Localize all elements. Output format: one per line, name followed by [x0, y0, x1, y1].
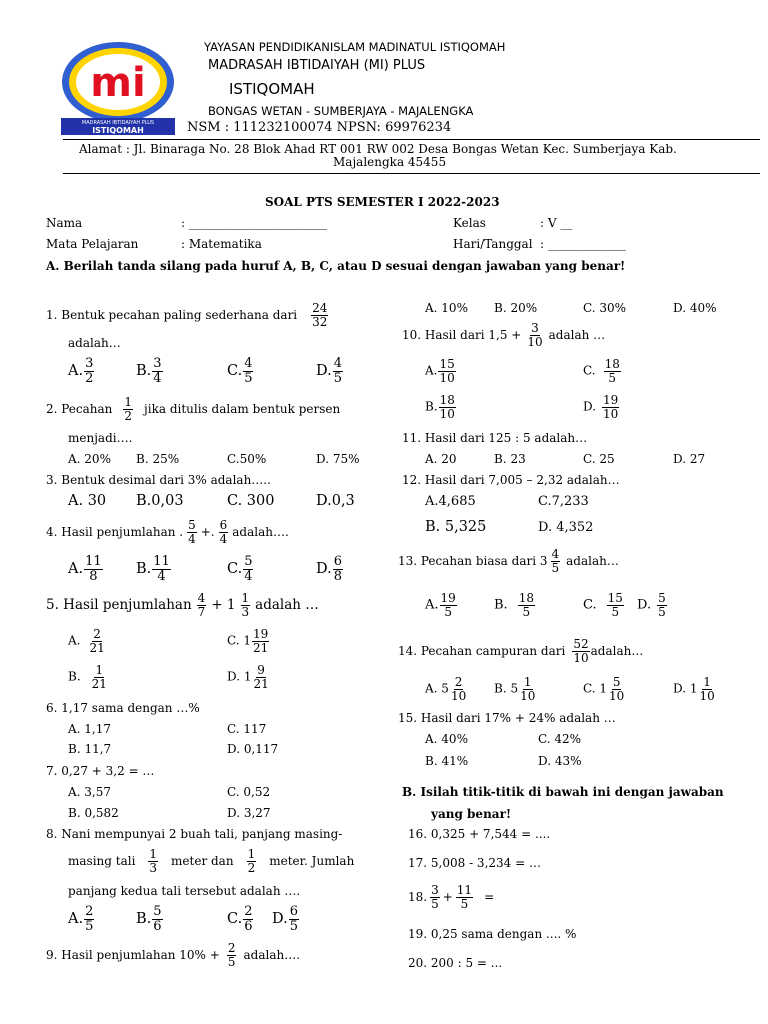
q4-text-end: adalah…. [232, 525, 289, 540]
q14-option-a[interactable] [425, 676, 468, 702]
q14-d-frac [698, 676, 715, 702]
q13-a-den: 5 [444, 604, 452, 619]
q10-c-den: 5 [608, 370, 617, 385]
q12-option-d[interactable]: D. 4,352 [538, 520, 594, 535]
q13-a-num: 19 [440, 591, 456, 605]
q8-text-c: meter. Jumlah [269, 854, 355, 869]
q11-option-d[interactable]: D. 27 [673, 452, 706, 466]
q14-d-num: 1 [703, 675, 711, 689]
q10-a-den: 10 [439, 370, 455, 385]
q9-option-b[interactable]: B. 20% [494, 301, 538, 315]
q14-b-letter: B. 5 [494, 681, 519, 696]
q13-b-den: 5 [522, 604, 531, 619]
section-a-instruction: A. Berilah tanda silang pada huruf A, B, C, atau D sesuai dengan jawaban yang benar! [46, 259, 626, 273]
question-8-line-2 [68, 848, 354, 874]
q10-d-num: 19 [603, 393, 619, 407]
q8-f1-den: 3 [149, 860, 158, 875]
q4-a-num: 11 [85, 554, 102, 569]
q5-c-num: 19 [253, 627, 269, 641]
q15-option-d[interactable]: D. 43% [538, 754, 582, 768]
q14-fraction [572, 638, 589, 664]
q10-a-letter: A. [425, 363, 438, 378]
q18-f2-num: 11 [456, 883, 473, 897]
q2-option-b[interactable]: B. 25% [136, 452, 180, 466]
q6-option-a[interactable]: A. 1,17 [68, 722, 112, 736]
question-18 [408, 884, 494, 910]
q12-option-b[interactable]: B. 5,325 [425, 519, 487, 535]
q13-d-frac [657, 592, 667, 618]
q4-fraction-1 [187, 519, 197, 545]
q12-option-c[interactable]: C.7,233 [538, 494, 589, 509]
header-divider-top [63, 139, 760, 140]
nama-field[interactable]: : _______________________ [181, 216, 327, 230]
q4-a-letter: A. [68, 561, 84, 578]
q3-option-d[interactable]: D.0,3 [316, 493, 355, 509]
q4-f1-num: 5 [188, 518, 196, 532]
q1-option-c[interactable] [227, 357, 254, 385]
q8-b-letter: B. [136, 911, 152, 928]
q14-option-b[interactable] [494, 676, 537, 702]
question-4 [46, 519, 289, 545]
q8-option-c[interactable] [227, 905, 254, 933]
q15-option-a[interactable]: A. 40% [425, 732, 468, 746]
q5-option-d[interactable] [227, 664, 271, 690]
q4-b-letter: B. [136, 561, 152, 578]
q4-fraction-2 [219, 519, 229, 545]
kelas-field[interactable]: : V __ [540, 216, 573, 230]
q3-option-b[interactable]: B.0,03 [136, 493, 184, 509]
q10-c-num: 18 [604, 357, 620, 371]
q1-d-frac [333, 357, 343, 385]
q4-a-den: 8 [89, 568, 98, 584]
q4-option-c[interactable] [227, 555, 254, 583]
q10-text-end: adalah … [548, 328, 606, 343]
q8-f2-den: 2 [247, 860, 256, 875]
q14-c-frac [608, 676, 625, 702]
address-line-2: Majalengka 45455 [333, 155, 447, 169]
q2-num: 1 [124, 395, 133, 409]
question-5 [46, 592, 319, 618]
q10-b-num: 18 [439, 393, 455, 407]
q10-b-den: 10 [439, 406, 455, 421]
nama-label: Nama [46, 216, 83, 230]
q8-a-frac [84, 905, 94, 933]
q1-b-den: 4 [153, 370, 162, 386]
logo-mi-text: mi [90, 60, 146, 106]
q2-option-d[interactable]: D. 75% [316, 452, 360, 466]
q3-option-a[interactable]: A. 30 [68, 493, 107, 509]
question-2 [46, 396, 340, 422]
q18-text: 18. [408, 890, 428, 905]
q2-text-mid: jika ditulis dalam bentuk persen [144, 402, 341, 417]
question-6: 6. 1,17 sama dengan …% [46, 701, 200, 715]
q4-c-frac [243, 555, 253, 583]
q14-c-letter: C. 1 [583, 681, 608, 696]
q5-f2-den: 3 [241, 604, 250, 619]
q5-d-den: 21 [253, 676, 269, 691]
q10-option-b[interactable] [425, 394, 457, 420]
question-14 [398, 638, 643, 664]
q1-option-a[interactable] [68, 357, 95, 385]
q5-f2-num: 1 [241, 591, 250, 605]
logo-banner-small: MADRASAH IBTIDAIYAH PLUS [81, 120, 155, 126]
q6-option-d[interactable]: D. 0,117 [227, 742, 279, 756]
q4-option-b[interactable] [136, 555, 172, 583]
q5-d-letter: D. 1 [227, 669, 252, 684]
q5-fraction-2 [241, 592, 251, 618]
q8-b-den: 6 [153, 918, 162, 934]
q18-fraction-2 [456, 884, 473, 910]
q5-f1-num: 4 [197, 591, 206, 605]
q1-b-letter: B. [136, 363, 152, 380]
q8-a-num: 2 [85, 904, 94, 919]
mapel-label: Mata Pelajaran [46, 237, 139, 251]
question-8-line-3: panjang kedua tali tersebut adalah …. [68, 884, 301, 898]
question-10 [402, 322, 605, 348]
q4-operator: +. [200, 525, 215, 540]
q1-fraction [311, 302, 328, 328]
q10-num: 3 [531, 321, 539, 335]
q10-a-frac [438, 358, 455, 384]
q4-c-den: 4 [244, 568, 253, 584]
q18-f1-num: 3 [431, 883, 439, 897]
q5-c-den: 21 [253, 640, 269, 655]
q13-a-frac [440, 592, 457, 618]
q14-b-den: 10 [520, 688, 536, 703]
question-7: 7. 0,27 + 3,2 = … [46, 764, 155, 778]
q18-equals: = [484, 890, 495, 905]
q1-option-b[interactable] [136, 357, 164, 385]
q4-d-num: 6 [333, 554, 342, 569]
q1-b-frac [152, 357, 162, 385]
q5-b-den: 21 [91, 676, 107, 691]
q18-f2-den: 5 [460, 896, 469, 911]
q14-c-num: 5 [612, 675, 621, 689]
q13-d-den: 5 [658, 604, 666, 619]
q1-a-frac [84, 357, 94, 385]
q5-a-num: 2 [93, 627, 101, 641]
q14-text-end: adalah… [590, 644, 644, 659]
q8-c-letter: C. [227, 911, 243, 928]
q14-b-frac [519, 676, 536, 702]
hari-field[interactable]: : _____________ [540, 237, 626, 251]
q13-option-c[interactable] [583, 592, 625, 618]
q14-d-letter: D. 1 [673, 681, 698, 696]
q9-num: 2 [227, 941, 236, 955]
mapel-value: : Matematika [181, 237, 262, 251]
q4-f2-den: 4 [219, 531, 228, 546]
question-16: 16. 0,325 + 7,544 = .... [408, 827, 551, 841]
foundation-name: YAYASAN PENDIDIKANISLAM MADINATUL ISTIQOMAH [204, 40, 506, 54]
q13-d-num: 5 [658, 591, 666, 605]
q14-a-den: 10 [450, 688, 467, 703]
q8-c-num: 2 [244, 904, 253, 919]
q4-a-frac [84, 555, 103, 583]
q18-operator: + [442, 890, 453, 905]
q9-option-a[interactable]: A. 10% [425, 301, 468, 315]
question-12: 12. Hasil dari 7,005 – 2,32 adalah… [402, 473, 620, 487]
q13-b-letter: B. [494, 597, 508, 613]
q6-option-b[interactable]: B. 11,7 [68, 742, 112, 756]
q15-option-b[interactable]: B. 41% [425, 754, 469, 768]
q1-text: 1. Bentuk pecahan paling sederhana dari [46, 308, 298, 323]
q1-c-frac [243, 357, 253, 385]
school-registration: NSM : 111232100074 NPSN: 69976234 [187, 120, 452, 135]
q4-f2-num: 6 [219, 518, 228, 532]
q8-option-a[interactable] [68, 905, 95, 933]
hari-label: Hari/Tanggal [453, 237, 533, 251]
q13-text-end: adalah… [566, 554, 619, 569]
q8-option-d[interactable] [272, 905, 300, 933]
q12-option-a[interactable]: A.4,685 [425, 494, 476, 509]
question-11: 11. Hasil dari 125 : 5 adalah… [402, 431, 588, 445]
q8-fraction-1 [148, 848, 158, 874]
q10-fraction [526, 322, 543, 348]
q8-d-frac [289, 905, 299, 933]
q13-num: 4 [551, 547, 560, 561]
q4-text: 4. Hasil penjumlahan . [46, 525, 184, 540]
q7-option-a[interactable]: A. 3,57 [68, 785, 112, 799]
q4-f1-den: 4 [188, 531, 196, 546]
q6-option-c[interactable]: C. 117 [227, 722, 267, 736]
q18-fraction-1 [430, 884, 440, 910]
q5-c-frac [252, 628, 269, 654]
q1-continuation: adalah… [68, 336, 121, 350]
q9-den: 5 [227, 954, 236, 969]
q10-text: 10. Hasil dari 1,5 + [402, 328, 522, 343]
q1-a-den: 2 [85, 370, 94, 386]
q10-option-a[interactable] [425, 358, 457, 384]
question-17: 17. 5,008 - 3,234 = … [408, 856, 541, 870]
q7-option-d[interactable]: D. 3,27 [227, 806, 271, 820]
q13-a-letter: A. [425, 597, 439, 613]
q11-option-b[interactable]: B. 23 [494, 452, 526, 466]
q10-d-frac [602, 394, 619, 420]
question-1 [46, 302, 329, 328]
q14-option-c[interactable] [583, 676, 626, 702]
q8-c-den: 6 [244, 918, 253, 934]
q5-option-a[interactable] [68, 628, 107, 654]
question-9 [46, 942, 300, 968]
q5-text: 5. Hasil penjumlahan [46, 597, 192, 614]
q13-b-num: 18 [518, 591, 534, 605]
q1-c-num: 4 [244, 356, 253, 371]
q8-b-num: 5 [153, 904, 162, 919]
q10-d-den: 10 [603, 406, 619, 421]
q10-c-frac [604, 358, 621, 384]
q14-a-frac [450, 676, 467, 702]
q14-a-letter: A. 5 [425, 681, 449, 696]
address-line-1: Alamat : Jl. Binaraga No. 28 Blok Ahad RT 001 RW 002 Desa Bongas Wetan Kec. Sumberjaya Kab. [79, 142, 677, 156]
logo-banner-text: ISTIQOMAH [92, 126, 144, 135]
q4-b-den: 4 [157, 568, 166, 584]
q13-option-b[interactable] [494, 592, 536, 618]
q14-b-num: 1 [523, 675, 532, 689]
q14-den: 10 [573, 650, 589, 665]
q8-text-a: masing tali [68, 854, 136, 869]
q4-d-den: 8 [333, 568, 342, 584]
q13-d-letter: D. [637, 597, 652, 613]
section-b-instruction-2: yang benar! [431, 807, 512, 821]
q1-option-d[interactable] [316, 357, 344, 385]
q10-a-num: 15 [439, 357, 455, 371]
q11-option-c[interactable]: C. 25 [583, 452, 615, 466]
q1-num: 24 [312, 301, 328, 315]
q4-c-num: 5 [244, 554, 253, 569]
q9-text-end: adalah…. [243, 948, 301, 963]
q10-b-frac [439, 394, 456, 420]
q2-fraction [123, 396, 133, 422]
q7-option-b[interactable]: B. 0,582 [68, 806, 119, 820]
q4-d-frac [333, 555, 343, 583]
q8-fraction-2 [247, 848, 257, 874]
q1-a-letter: A. [68, 363, 84, 380]
exam-title: SOAL PTS SEMESTER I 2022-2023 [265, 195, 500, 209]
q8-c-frac [243, 905, 253, 933]
q9-text: 9. Hasil penjumlahan 10% + [46, 948, 220, 963]
q13-c-frac [607, 592, 624, 618]
header-divider-bottom [63, 173, 760, 174]
q1-d-num: 4 [333, 356, 342, 371]
q14-text: 14. Pecahan campuran dari [398, 644, 566, 659]
q13-option-d[interactable] [637, 592, 668, 618]
q13-c-letter: C. [583, 597, 597, 613]
q5-operator: + 1 [211, 597, 236, 614]
q5-option-c[interactable] [227, 628, 270, 654]
q5-fraction-1 [197, 592, 207, 618]
q5-b-num: 1 [95, 663, 104, 677]
question-8-line-1: 8. Nani mempunyai 2 buah tali, panjang masing- [46, 827, 343, 841]
section-b-instruction-1: B. Isilah titik-titik di bawah ini dengan jawaban [402, 785, 724, 799]
q14-option-d[interactable] [673, 676, 717, 702]
school-location: BONGAS WETAN - SUMBERJAYA - MAJALENGKA [208, 104, 474, 118]
q13-option-a[interactable] [425, 592, 458, 618]
q10-den: 10 [527, 334, 543, 349]
q5-c-letter: C. 1 [227, 633, 252, 648]
q9-fraction [227, 942, 237, 968]
q10-d-letter: D. [583, 399, 597, 414]
q8-f2-num: 1 [247, 847, 256, 861]
q8-a-letter: A. [68, 911, 84, 928]
q13-c-den: 5 [611, 604, 620, 619]
q14-c-den: 10 [609, 688, 625, 703]
q8-d-den: 5 [289, 918, 298, 934]
q1-d-den: 5 [333, 370, 342, 386]
q14-a-num: 2 [454, 675, 463, 689]
question-3: 3. Bentuk desimal dari 3% adalah….. [46, 473, 271, 487]
q8-a-den: 5 [85, 918, 94, 934]
q13-b-frac [518, 592, 535, 618]
q8-b-frac [152, 905, 162, 933]
q7-option-c[interactable]: C. 0,52 [227, 785, 271, 799]
q1-b-num: 3 [153, 356, 162, 371]
q5-d-num: 9 [257, 663, 265, 677]
q5-a-letter: A. [68, 633, 81, 648]
q5-f1-den: 7 [197, 604, 206, 619]
q5-a-den: 21 [89, 640, 105, 655]
q4-d-letter: D. [316, 561, 332, 578]
q13-fraction [551, 548, 561, 574]
q11-option-a[interactable]: A. 20 [425, 452, 457, 466]
q2-option-c[interactable]: C.50% [227, 452, 267, 466]
q5-a-frac [88, 628, 105, 654]
q8-option-b[interactable] [136, 905, 164, 933]
q10-option-c[interactable] [583, 358, 622, 384]
q1-c-letter: C. [227, 363, 243, 380]
q14-num: 52 [573, 637, 589, 651]
q4-option-d[interactable] [316, 555, 344, 583]
q15-option-c[interactable]: C. 42% [538, 732, 582, 746]
q10-option-d[interactable] [583, 394, 620, 420]
school-logo [59, 40, 177, 136]
q10-b-letter: B. [425, 399, 438, 414]
q13-c-num: 15 [607, 591, 623, 605]
q8-d-letter: D. [272, 911, 288, 928]
question-15: 15. Hasil dari 17% + 24% adalah … [398, 711, 616, 725]
school-name: ISTIQOMAH [229, 80, 315, 98]
q1-den: 32 [312, 314, 328, 329]
q18-f1-den: 5 [431, 896, 439, 911]
q1-c-den: 5 [244, 370, 253, 386]
question-19: 19. 0,25 sama dengan .... % [408, 927, 577, 941]
q9-option-d[interactable]: D. 40% [673, 301, 717, 315]
q5-option-b[interactable] [68, 664, 109, 690]
q3-option-c[interactable]: C. 300 [227, 493, 275, 509]
q4-b-num: 11 [153, 554, 170, 569]
q4-c-letter: C. [227, 561, 243, 578]
school-type: MADRASAH IBTIDAIYAH (MI) PLUS [208, 58, 426, 73]
q8-f1-num: 1 [149, 847, 158, 861]
q5-d-frac [252, 664, 269, 690]
q2-den: 2 [124, 408, 133, 423]
q4-b-frac [152, 555, 171, 583]
q8-d-num: 6 [289, 904, 298, 919]
question-20: 20. 200 : 5 = ... [408, 956, 503, 970]
q14-d-den: 10 [699, 688, 715, 703]
q8-text-b: meter dan [171, 854, 234, 869]
q5-b-letter: B. [68, 669, 81, 684]
q5-b-frac [91, 664, 108, 690]
kelas-label: Kelas [453, 216, 486, 230]
q1-d-letter: D. [316, 363, 332, 380]
q10-c-letter: C. [583, 363, 596, 378]
question-13 [398, 548, 619, 574]
q13-den: 5 [551, 560, 560, 575]
q4-option-a[interactable] [68, 555, 104, 583]
q5-text-end: adalah … [255, 597, 319, 614]
q2-text: 2. Pecahan [46, 402, 113, 417]
q9-option-c[interactable]: C. 30% [583, 301, 627, 315]
q1-a-num: 3 [85, 356, 94, 371]
q2-option-a[interactable]: A. 20% [68, 452, 111, 466]
q2-continuation: menjadi…. [68, 431, 133, 445]
q13-text: 13. Pecahan biasa dari 3 [398, 554, 548, 569]
